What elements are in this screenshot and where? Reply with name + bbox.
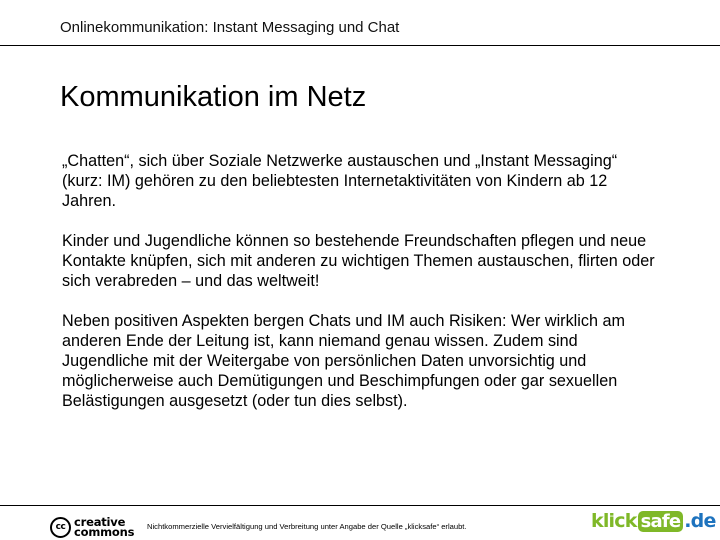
cc-wordmark-line1: creative: [74, 514, 126, 529]
klicksafe-logo-safe: safe: [638, 511, 684, 532]
cc-icon: cc: [50, 517, 71, 538]
license-note: Nichtkommerzielle Vervielfältigung und Verbreitung unter Angabe der Quelle „klicksafe“ erlaubt.: [147, 522, 467, 531]
footer-divider: [0, 505, 720, 506]
paragraph-2: Kinder und Jugendliche können so bestehende Freundschaften pflegen und neue Kontakte knüpfen, sich mit anderen zu wichtigen Themen austauschen, flirten oder sich verabreden – und das weltweit!: [62, 232, 655, 290]
cc-wordmark-line2: commons: [74, 525, 135, 539]
header-divider: [0, 45, 720, 46]
klicksafe-logo-klick: klick: [591, 510, 637, 532]
cc-wordmark: [74, 514, 135, 539]
slide-title: Kommunikation im Netz: [60, 81, 367, 113]
slide-content: [62, 151, 662, 431]
paragraph-3: Neben positiven Aspekten bergen Chats und IM auch Risiken: Wer wirklich am anderen Ende der Leitung ist, kann niemand genau wissen. Zudem sind Jugendliche mit der Weitergabe von persönlichen Daten unvorsichtig und möglicherweise auch Demütigungen und Beschimpfungen oder gar sexuellen Belästigungen ausgesetzt (oder tun dies selbst).: [62, 312, 625, 410]
klicksafe-logo: [591, 510, 716, 532]
creative-commons-logo: [50, 515, 134, 539]
klicksafe-logo-de: .de: [684, 510, 716, 532]
header-title: Onlinekommunikation: Instant Messaging und Chat: [60, 19, 400, 36]
paragraph-1: „Chatten“, sich über Soziale Netzwerke austauschen und „Instant Messaging“ (kurz: IM) gehören zu den beliebtesten Internetaktivitäten von Kindern ab 12 Jahren.: [62, 152, 618, 210]
